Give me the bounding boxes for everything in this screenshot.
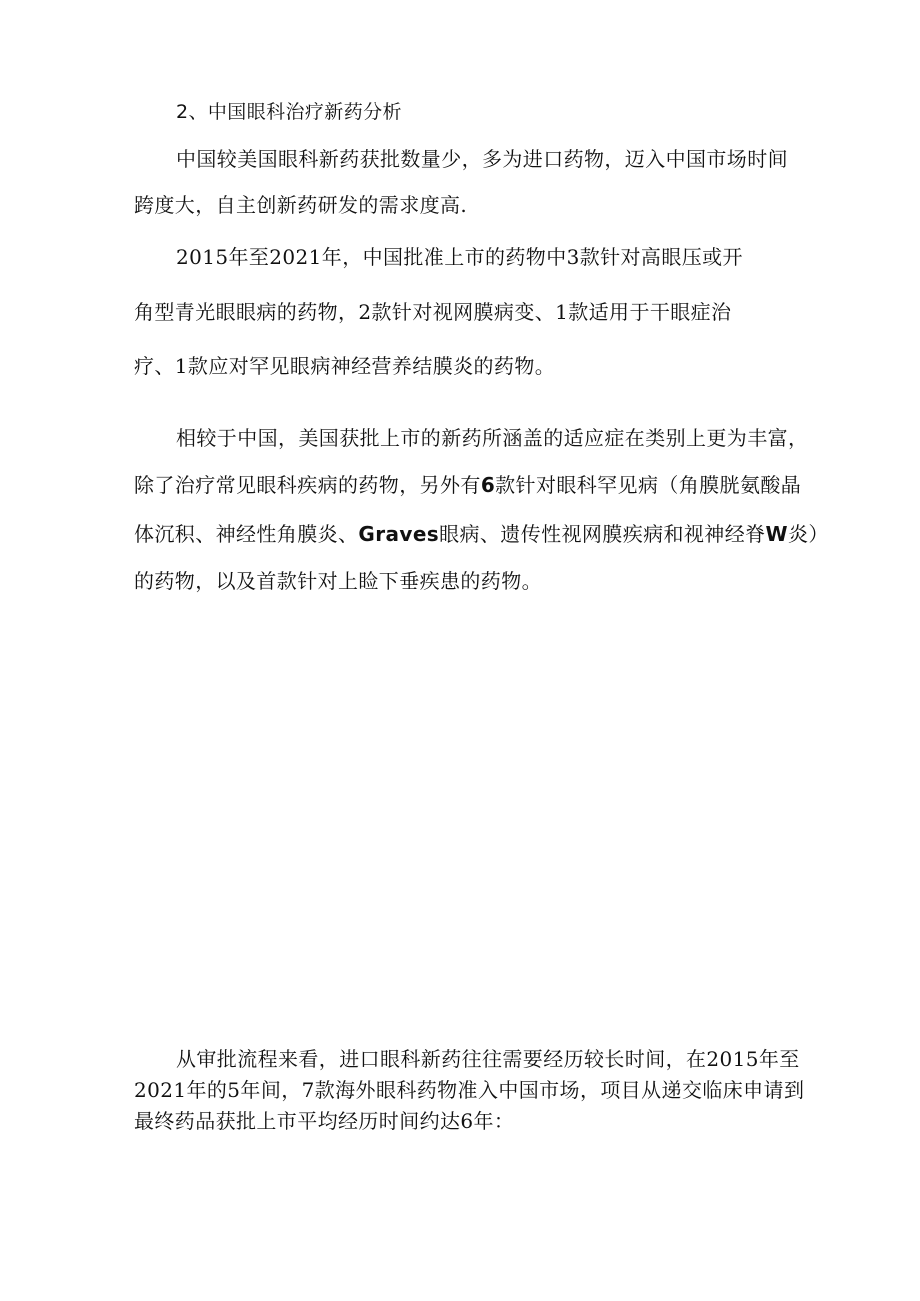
paragraph-line: 从审批流程来看，进口眼科新药往往需要经历较长时间，在2015年至 [176, 1047, 800, 1071]
paragraph-line [134, 522, 829, 546]
section-heading: 2、中国眼科治疗新药分析 [176, 101, 402, 123]
paragraph-line: 疗、1款应对罕见眼病神经营养结膜炎的药物。 [134, 354, 556, 378]
text-run: 炎） [787, 522, 829, 546]
text-run: 款针对眼科罕见病（角膜胱氨酸晶 [495, 473, 802, 497]
emphasis-term: Graves [358, 522, 440, 546]
text-run: 体沉积、神经性角膜炎、 [134, 522, 359, 546]
paragraph-line: 的药物，以及首款针对上睑下垂疾患的药物。 [134, 569, 542, 593]
text-run: 除了治疗常见眼科疾病的药物，另外有 [134, 473, 481, 497]
paragraph-line: 2021年的5年间，7款海外眼科药物准入中国市场，项目从递交临床申请到 [134, 1078, 805, 1102]
text-run: 眼病、遗传性视网膜疾病和视神经脊 [439, 522, 766, 546]
paragraph-line: 最终药品获批上市平均经历时间约达6年： [134, 1109, 515, 1133]
paragraph-line: 相较于中国，美国获批上市的新药所涵盖的适应症在类别上更为丰富， [176, 426, 809, 450]
paragraph-line: 2015年至2021年，中国批准上市的药物中3款针对高眼压或开 [176, 245, 743, 269]
emphasis-char: W [765, 522, 788, 546]
paragraph-line: 角型青光眼眼病的药物，2款针对视网膜病变、1款适用于干眼症治 [134, 300, 732, 324]
emphasis-number: 6 [480, 473, 496, 497]
paragraph-line [134, 473, 801, 497]
paragraph-line: 跨度大，自主创新药研发的需求度高. [134, 193, 468, 217]
paragraph-line: 中国较美国眼科新药获批数量少，多为进口药物，迈入中国市场时间 [176, 147, 788, 171]
